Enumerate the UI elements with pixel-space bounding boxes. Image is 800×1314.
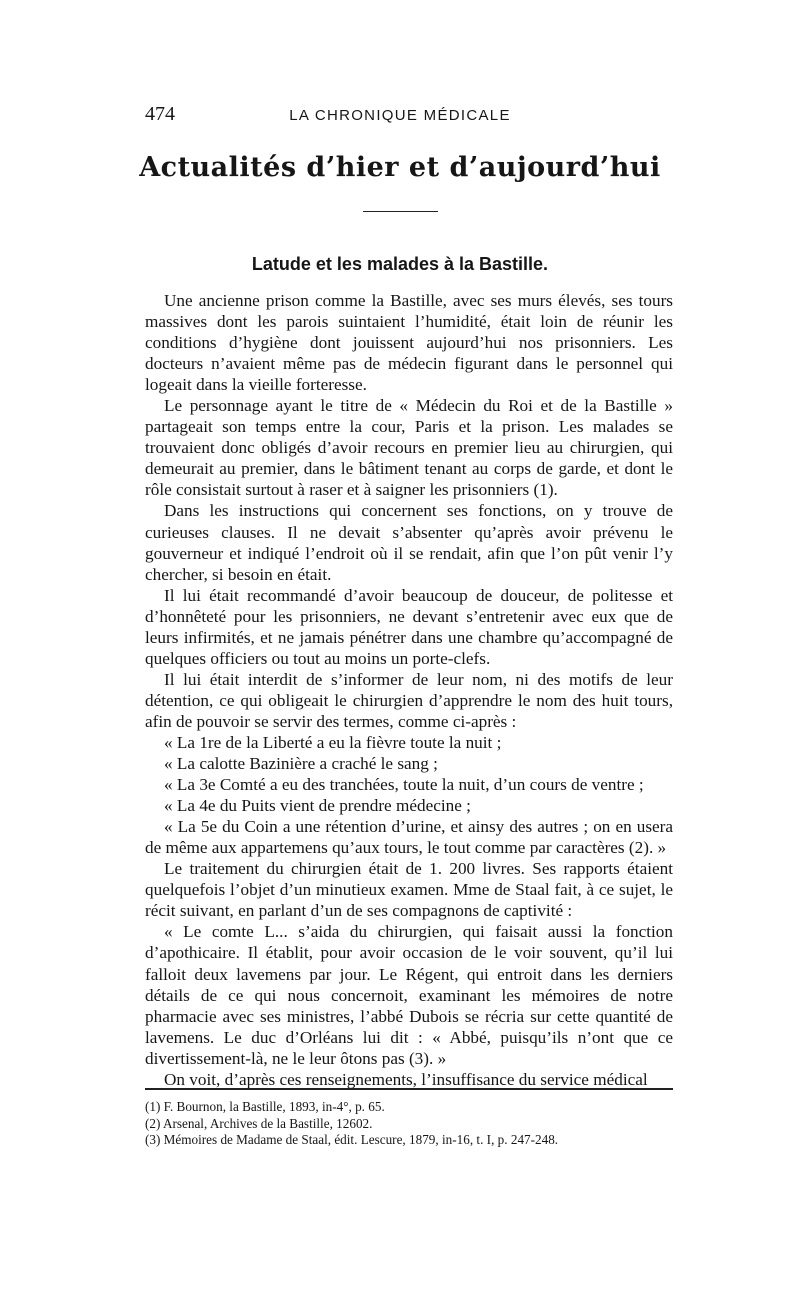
title-divider bbox=[363, 211, 438, 212]
quote-line: « La calotte Bazinière a craché le sang ; bbox=[164, 754, 438, 774]
quote-line: « La 3e Comté a eu des tranchées, toute la nuit, d’un cours de ventre ; bbox=[164, 775, 644, 795]
footnote: (3) Mémoires de Madame de Staal, édit. Lescure, 1879, in-16, t. I, p. 247-248. bbox=[145, 1132, 559, 1147]
journal-title: LA CHRONIQUE MÉDICALE bbox=[289, 107, 511, 124]
footnote: (2) Arsenal, Archives de la Bastille, 12602. bbox=[145, 1115, 373, 1131]
paragraph: Dans les instructions qui concernent ses fonctions, on y trouve de curieuses clauses. Il ne devait s’absenter qu’après avoir prévenu le gouverneur et indiqué l’endroit où il se rendait, afin que l’on pût venir l’y chercher, si besoin en était. bbox=[145, 501, 673, 584]
footnotes bbox=[145, 1099, 673, 1149]
quote-line: « La 4e du Puits vient de prendre médecine ; bbox=[164, 796, 471, 816]
paragraph: On voit, d’après ces renseignements, l’insuffisance du service médical bbox=[164, 1069, 648, 1089]
running-header bbox=[0, 103, 800, 131]
paragraph: Une ancienne prison comme la Bastille, avec ses murs élevés, ses tours massives dont les parois suintaient l’humidité, était loin de réunir les conditions d’hygiène dont jouissent aujourd’hui nos prisonniers. Les docteurs n’avaient même pas de médecin figurant dans le personnel qui logeait dans la vieille forteresse. bbox=[145, 291, 673, 395]
footnote-divider bbox=[145, 1088, 673, 1090]
article-title: Latude et les malades à la Bastille. bbox=[251, 254, 549, 274]
quote-paragraph: « Le comte L... s’aida du chirurgien, qui faisait aussi la fonction d’apothicaire. Il établit, pour avoir occasion de le voir souvent, qu’il lui falloit deux lavemens par jour. Le Régent, qui entroit dans les derniers détails de ce qui nous concernoit, examinant les mémoires de notre pharmacie avec ses ministres, l’abbé Dubois se récria sur cette quantité de lavemens. Le duc d’Orléans lui dit : « Abbé, puisqu’ils n’ont que ce divertissement-là, ne le leur ôtons pas (3). » bbox=[145, 922, 673, 1068]
quote-line: « La 1re de la Liberté a eu la fièvre toute la nuit ; bbox=[164, 732, 502, 752]
footnote: (1) F. Bournon, la Bastille, 1893, in-4°, p. 65. bbox=[145, 1099, 385, 1114]
page-number: 474 bbox=[145, 103, 175, 125]
paragraph: Il lui était recommandé d’avoir beaucoup de douceur, de politesse et d’honnêteté pour les prisonniers, ne devant s’entretenir avec eux que de leurs infirmités, et ne jamais pénétrer dans une chambre qu’accompagné de quelques officiers ou tout au moins un porte-clefs. bbox=[145, 585, 673, 668]
section-title: Actualités d’hier et d’aujourd’hui bbox=[139, 152, 661, 183]
paragraph: Le traitement du chirurgien était de 1. 200 livres. Ses rapports étaient quelquefois l’objet d’un minutieux examen. Mme de Staal fait, à ce sujet, le récit suivant, en parlant d’un de ses compagnons de captivité : bbox=[145, 859, 673, 921]
paragraph: Le personnage ayant le titre de « Médecin du Roi et de la Bastille » partageait son temps entre la cour, Paris et la prison. Les malades se trouvaient donc obligés d’avoir recours en premier lieu au chirurgien, qui demeurait au premier, dans le bâtiment tenant au corps de garde, et dont le rôle consistait surtout à raser et à saigner les prisonniers (1). bbox=[145, 396, 673, 500]
quote-line: « La 5e du Coin a une rétention d’urine, et ainsy des autres ; on en usera de même aux appartemens qu’aux tours, le tout comme par caractères (2). » bbox=[145, 817, 673, 858]
article-body bbox=[145, 290, 673, 1090]
paragraph: Il lui était interdit de s’informer de leur nom, ni des motifs de leur détention, ce qui obligeait le chirurgien d’apprendre le nom des huit tours, afin de pouvoir se servir des termes, comme ci-après : bbox=[145, 669, 673, 731]
